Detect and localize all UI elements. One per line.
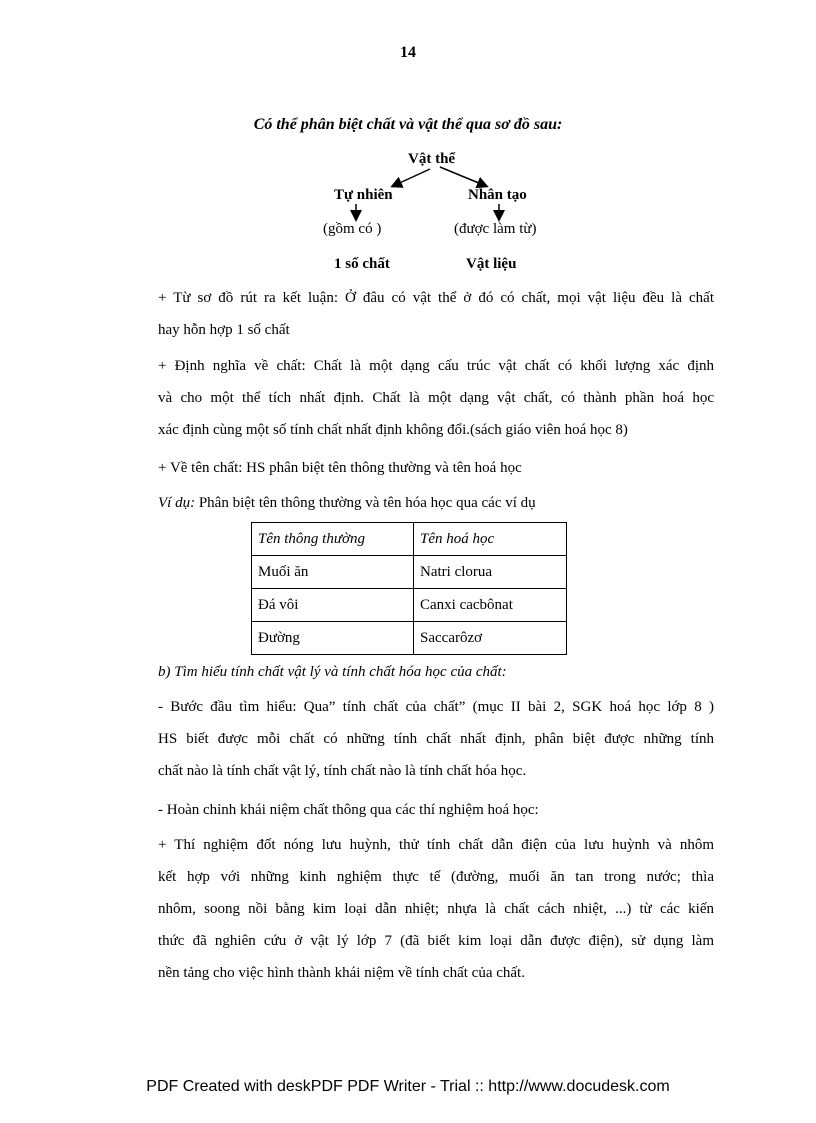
- section-heading: b) Tìm hiểu tính chất vật lý và tính chất hóa học của chất:: [158, 664, 507, 680]
- names-table: [251, 522, 567, 655]
- first-study-paragraph: [158, 691, 714, 787]
- cell-common-name: Muối ăn: [252, 556, 414, 589]
- table-row: [252, 589, 567, 622]
- text-line: + Thí nghiệm đốt nóng lưu huỳnh, thử tính chất dẫn điện của lưu huỳnh và nhôm: [158, 837, 714, 853]
- diagram-heading: Có thể phân biệt chất và vật thể qua sơ đồ sau:: [253, 116, 563, 133]
- text-line: kết hợp với những kinh nghiệm thực tế (đường, muối ăn tan trong nước; thìa: [158, 869, 714, 885]
- result-natural: 1 số chất: [334, 256, 390, 272]
- example-line: [158, 487, 714, 519]
- text-line: thức đã nghiên cứu ở vật lý lớp 7 (đã biết kim loại dẫn được điện), sử dụng làm: [158, 933, 714, 949]
- table-header-row: [252, 523, 567, 556]
- node-natural: Tự nhiên: [334, 187, 393, 203]
- cell-chemical-name: Canxi cacbônat: [414, 589, 567, 622]
- text-line: HS biết được mỗi chất có những tính chất nhất định, phân biệt được những tính: [158, 731, 714, 747]
- cell-chemical-name: Saccarôzơ: [414, 622, 567, 655]
- note-artificial: (được làm từ): [454, 221, 537, 237]
- result-artificial: Vật liệu: [466, 256, 517, 272]
- text-line: + Định nghĩa về chất: Chất là một dạng cấu trúc vật chất có khối lượng xác định: [158, 358, 714, 374]
- text-line: và cho một thể tích nhất định. Chất là một dạng vật chất, có thành phần hoá học: [158, 390, 714, 406]
- text-line: + Về tên chất: HS phân biệt tên thông thường và tên hoá học: [158, 460, 522, 476]
- pdf-watermark-footer: PDF Created with deskPDF PDF Writer - Trial :: http://www.docudesk.com: [146, 1078, 670, 1095]
- text-line: nhôm, soong nồi bằng kim loại dẫn nhiệt; nhựa là chất cách nhiệt, ...) từ các kiến: [158, 901, 714, 917]
- example-label: Ví dụ:: [158, 495, 196, 511]
- node-artificial: Nhân tạo: [468, 187, 527, 203]
- arrow-to-natural: [393, 169, 430, 186]
- text-line: xác định cùng một số tính chất nhất định không đổi.(sách giáo viên hoá học 8): [158, 422, 628, 438]
- experiment-paragraph: [158, 829, 714, 989]
- text-line: - Hoàn chỉnh khái niệm chất thông qua các thí nghiệm hoá học:: [158, 802, 539, 818]
- text-line: nền tảng cho việc hình thành khái niệm về tính chất của chất.: [158, 965, 525, 981]
- conclusion-paragraph: [158, 282, 714, 346]
- text-line: - Bước đầu tìm hiểu: Qua” tính chất của chất” (mục II bài 2, SGK hoá học lớp 8 ): [158, 699, 714, 715]
- section-b-heading: [158, 656, 714, 688]
- example-text: Phân biệt tên thông thường và tên hóa học qua các ví dụ: [195, 495, 536, 511]
- cell-common-name: Đường: [252, 622, 414, 655]
- header-chemical-name: Tên hoá học: [414, 523, 567, 556]
- arrow-to-artificial: [440, 167, 486, 186]
- classification-diagram: [0, 145, 816, 280]
- table-row: [252, 556, 567, 589]
- cell-chemical-name: Natri clorua: [414, 556, 567, 589]
- text-line: + Từ sơ đồ rút ra kết luận: Ở đâu có vật thể ở đó có chất, mọi vật liệu đều là chất: [158, 290, 714, 306]
- page-number: 14: [400, 44, 416, 61]
- table-row: [252, 622, 567, 655]
- naming-paragraph: [158, 452, 714, 484]
- complete-concept-paragraph: [158, 794, 714, 826]
- text-line: hay hỗn hợp 1 số chất: [158, 322, 290, 338]
- header-common-name: Tên thông thường: [252, 523, 414, 556]
- definition-paragraph: [158, 350, 714, 446]
- text-line: chất nào là tính chất vật lý, tính chất nào là tính chất hóa học.: [158, 763, 527, 779]
- node-root: Vật thể: [408, 151, 456, 167]
- cell-common-name: Đá vôi: [252, 589, 414, 622]
- note-natural: (gồm có ): [323, 221, 382, 237]
